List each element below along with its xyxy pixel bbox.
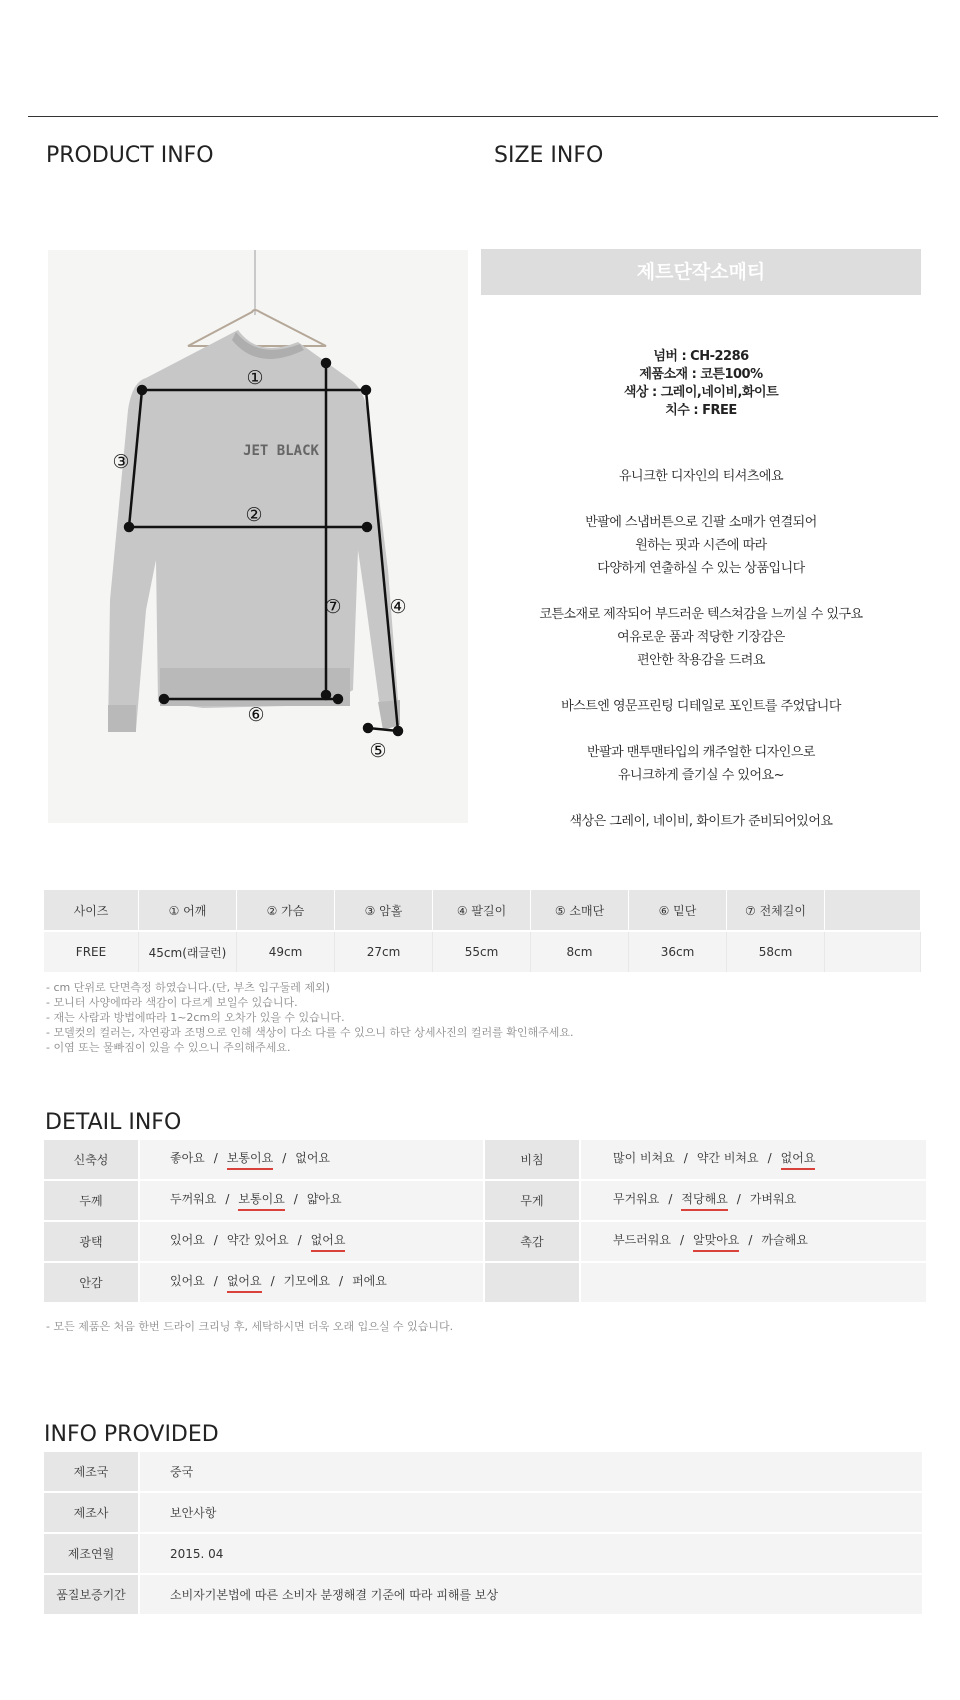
marker-5: ⑤	[369, 740, 387, 762]
product-title-bar: 제트단작소매티	[481, 249, 921, 295]
size-cell: 8cm	[531, 931, 629, 972]
detail-option: 퍼에요	[352, 1274, 387, 1288]
size-header-cell	[825, 890, 921, 931]
desc-line: 반팔과 맨투맨타입의 캐주얼한 디자인으로	[587, 745, 815, 760]
detail-label: 신축성	[44, 1140, 139, 1180]
detail-option-selected: 없어요	[227, 1272, 262, 1293]
desc-line: 색상은 그레이, 네이비, 화이트가 준비되어있어요	[569, 814, 833, 829]
desc-line: 바스트엔 영문프린팅 디테일로 포인트를 주었답니다	[561, 699, 841, 714]
size-cell: FREE	[44, 931, 139, 972]
detail-option: 좋아요	[170, 1151, 205, 1165]
size-note: - 이염 또는 물빠짐이 있을 수 있으니 주의해주세요.	[46, 1041, 291, 1054]
detail-option-selected: 보통이요	[238, 1190, 284, 1211]
product-meta	[481, 348, 921, 420]
marker-2: ②	[245, 504, 263, 526]
info-value: 보안사항	[139, 1492, 922, 1533]
info-label: 품질보증기간	[44, 1574, 139, 1615]
option-separator: /	[213, 1274, 218, 1288]
size-cell: 36cm	[629, 931, 727, 972]
info-value: 중국	[139, 1452, 922, 1492]
detail-option: 약간 있어요	[226, 1233, 289, 1247]
detail-row	[44, 1140, 926, 1180]
info-label: 제조국	[44, 1452, 139, 1492]
size-header-cell: ⑥ 밑단	[629, 890, 727, 931]
detail-options	[139, 1262, 484, 1303]
detail-options	[139, 1221, 484, 1262]
detail-note: - 모든 제품은 처음 한번 드라이 크리닝 후, 세탁하시면 더욱 오래 입으실 수 있습니다.	[46, 1320, 454, 1333]
desc-paragraph	[481, 741, 921, 787]
option-separator: /	[767, 1151, 772, 1165]
detail-label	[484, 1262, 580, 1303]
detail-label: 비침	[484, 1140, 580, 1180]
desc-line: 유니크하게 즐기실 수 있어요~	[618, 768, 784, 783]
info-row	[44, 1492, 922, 1533]
size-cell: 55cm	[433, 931, 531, 972]
info-provided-heading: INFO PROVIDED	[44, 1422, 219, 1447]
meta-number: 넘버 : CH-2286	[653, 349, 749, 364]
detail-option: 무거워요	[613, 1192, 660, 1206]
size-cell: 58cm	[727, 931, 825, 972]
desc-line: 유니크한 디자인의 티셔츠에요	[618, 469, 784, 484]
top-divider	[28, 116, 938, 117]
option-separator: /	[213, 1151, 218, 1165]
info-value: 소비자기본법에 따른 소비자 분쟁해결 기준에 따라 피해를 보상	[139, 1574, 922, 1615]
size-table	[44, 890, 921, 972]
product-photo	[48, 250, 468, 823]
option-separator: /	[225, 1192, 230, 1206]
size-header-cell: ③ 암홀	[335, 890, 433, 931]
desc-paragraph	[481, 603, 921, 672]
size-header-cell: 사이즈	[44, 890, 139, 931]
detail-options	[580, 1140, 926, 1180]
detail-option-selected: 없어요	[311, 1231, 346, 1252]
detail-row	[44, 1221, 926, 1262]
option-separator: /	[748, 1233, 753, 1247]
desc-line: 원하는 핏과 시즌에 따라	[635, 538, 767, 553]
detail-label: 두께	[44, 1180, 139, 1221]
size-note: - 모니터 사양에따라 색감이 다르게 보일수 있습니다.	[46, 996, 298, 1009]
detail-option: 있어요	[170, 1274, 205, 1288]
detail-label: 촉감	[484, 1221, 580, 1262]
detail-option: 얇아요	[306, 1192, 342, 1206]
detail-label: 광택	[44, 1221, 139, 1262]
desc-line: 여유로운 품과 적당한 기장감은	[617, 630, 785, 645]
print-text: JET BLACK	[243, 443, 319, 459]
info-provided-table	[44, 1452, 922, 1616]
desc-paragraph	[481, 511, 921, 580]
sweatshirt-illustration	[48, 250, 468, 823]
option-separator: /	[213, 1233, 218, 1247]
option-separator: /	[297, 1233, 302, 1247]
detail-option: 없어요	[295, 1151, 331, 1165]
detail-options	[580, 1221, 926, 1262]
detail-option-selected: 보통이요	[227, 1149, 273, 1170]
marker-1: ①	[246, 367, 264, 389]
detail-option-selected: 적당해요	[681, 1190, 727, 1211]
size-cell: 45cm(래글런)	[139, 931, 237, 972]
desc-paragraph	[481, 810, 921, 833]
meta-color: 색상 : 그레이,네이비,화이트	[623, 385, 779, 400]
detail-row	[44, 1180, 926, 1221]
detail-options	[139, 1140, 484, 1180]
detail-row	[44, 1262, 926, 1303]
desc-line: 다양하게 연출하실 수 있는 상품입니다	[597, 561, 805, 576]
detail-options	[580, 1262, 926, 1303]
desc-paragraph	[481, 465, 921, 488]
option-separator: /	[339, 1274, 344, 1288]
size-cell: 49cm	[237, 931, 335, 972]
size-header-cell: ⑦ 전체길이	[727, 890, 825, 931]
detail-options	[580, 1180, 926, 1221]
product-description	[481, 465, 921, 856]
marker-7: ⑦	[324, 596, 342, 618]
size-note: - 재는 사람과 방법에따라 1~2cm의 오차가 있을 수 있습니다.	[46, 1011, 345, 1024]
info-label: 제조사	[44, 1492, 139, 1533]
detail-options	[139, 1180, 484, 1221]
size-cell	[825, 931, 921, 972]
option-separator: /	[293, 1192, 298, 1206]
meta-material: 제품소재 : 코튼100%	[639, 367, 763, 382]
desc-paragraph	[481, 695, 921, 718]
product-info-heading: PRODUCT INFO	[46, 143, 214, 168]
marker-6: ⑥	[247, 704, 265, 726]
option-separator: /	[679, 1233, 685, 1247]
info-label: 제조연월	[44, 1533, 139, 1574]
option-separator: /	[736, 1192, 741, 1206]
info-row	[44, 1533, 922, 1574]
info-row	[44, 1452, 922, 1492]
detail-option: 두꺼워요	[170, 1192, 217, 1206]
option-separator: /	[282, 1151, 287, 1165]
meta-size: 치수 : FREE	[665, 403, 737, 418]
desc-line: 반팔에 스냅버튼으로 긴팔 소매가 연결되어	[585, 515, 817, 530]
detail-label: 안감	[44, 1262, 139, 1303]
option-separator: /	[270, 1274, 275, 1288]
detail-option-selected: 없어요	[781, 1149, 816, 1170]
size-header-cell: ⑤ 소매단	[531, 890, 629, 931]
detail-option-selected: 알맞아요	[693, 1231, 739, 1252]
option-separator: /	[683, 1151, 688, 1165]
detail-option: 부드러워요	[613, 1233, 671, 1247]
size-table-header	[44, 890, 921, 931]
detail-info-heading: DETAIL INFO	[45, 1110, 182, 1135]
desc-line: 코튼소재로 제작되어 부드러운 텍스쳐감을 느끼실 수 있구요	[539, 607, 863, 622]
detail-option: 약간 비쳐요	[696, 1151, 759, 1165]
size-header-cell: ④ 팔길이	[433, 890, 531, 931]
desc-line: 편안한 착용감을 드려요	[637, 653, 765, 668]
option-separator: /	[668, 1192, 673, 1206]
info-row	[44, 1574, 922, 1615]
size-cell: 27cm	[335, 931, 433, 972]
info-value: 2015. 04	[139, 1533, 922, 1574]
detail-option: 있어요	[170, 1233, 205, 1247]
size-notes	[46, 980, 573, 1055]
marker-4: ④	[389, 596, 407, 618]
size-info-heading: SIZE INFO	[494, 143, 604, 168]
size-note: - 모델컷의 컬러는, 자연광과 조명으로 인해 색상이 다소 다를 수 있으니 하단 상세사진의 컬러를 확인해주세요.	[46, 1026, 574, 1039]
size-note: - cm 단위로 단면측정 하였습니다.(단, 부츠 입구둘레 제외)	[46, 981, 330, 994]
marker-3: ③	[112, 451, 130, 473]
detail-option: 까슬해요	[761, 1233, 808, 1247]
detail-option: 가벼워요	[749, 1192, 797, 1206]
size-table-row	[44, 931, 921, 972]
detail-option: 기모에요	[283, 1274, 331, 1288]
detail-table	[44, 1140, 926, 1304]
size-header-cell: ② 가슴	[237, 890, 335, 931]
size-header-cell: ① 어깨	[139, 890, 237, 931]
detail-option: 많이 비쳐요	[613, 1151, 675, 1165]
detail-label: 무게	[484, 1180, 580, 1221]
